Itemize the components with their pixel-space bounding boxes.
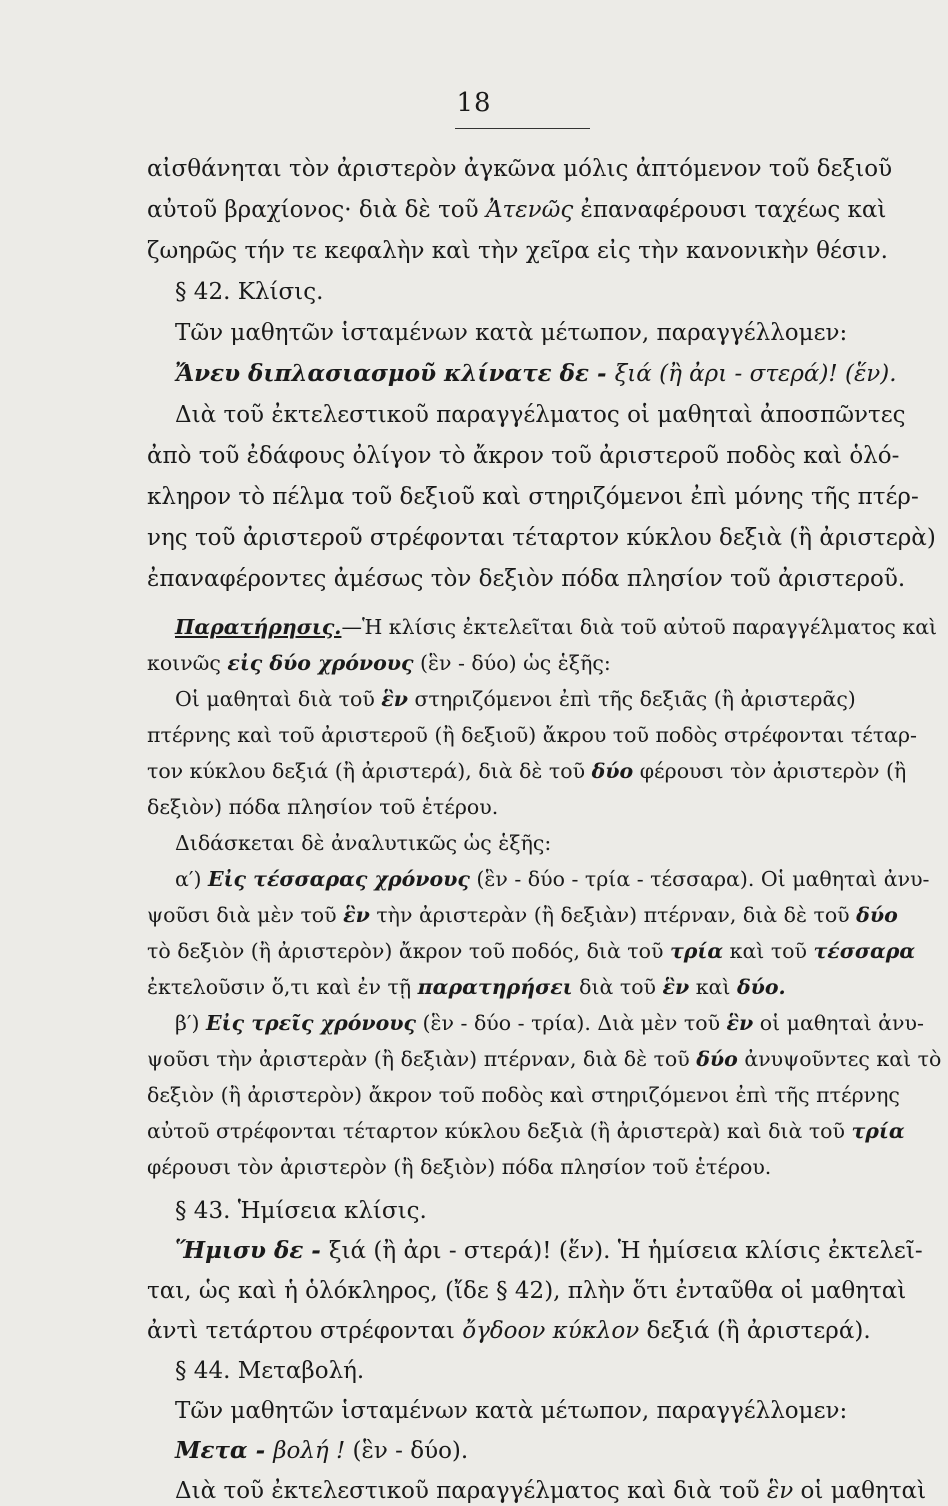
text-line: ζωηρῶς τήν τε κεφαλὴν καὶ τὴν χεῖρα εἰς τὴν κανονικὴν θέσιν. [147,238,888,264]
text-line: νης τοῦ ἀριστεροῦ στρέφονται τέταρτον κύκλου δεξιὰ (ἢ ἀριστερὰ) [147,525,936,551]
text-line: κληρον τὸ πέλμα τοῦ δεξιοῦ καὶ στηριζόμενοι ἐπὶ μόνης τῆς πτέρ- [147,484,919,510]
observation-line: Παρατήρησις.—Ἡ κλίσις ἐκτελεῖται διὰ τοῦ αὐτοῦ παραγγέλματος καὶ [175,615,938,639]
text-line: ται, ὡς καὶ ἡ ὁλόκληρος, (ἴδε § 42), πλὴν ὅτι ἐνταῦθα οἱ μαθηταὶ [147,1278,907,1304]
command-line: Ἄνευ διπλασιασμοῦ κλίνατε δε - ξιά (ἢ ἀρι - στερά)! (ἕν). [175,360,897,387]
text-line: φέρουσι τὸν ἀριστερὸν (ἢ δεξιὸν) πόδα πλησίον τοῦ ἑτέρου. [147,1155,772,1179]
command-line: Μετα - βολή ! (ἓν - δύο). [175,1437,469,1464]
text-line: Διὰ τοῦ ἐκτελεστικοῦ παραγγέλματος οἱ μαθηταὶ ἀποσπῶντες [175,402,906,428]
section-heading: § 43. Ἡμίσεια κλίσις. [175,1198,427,1224]
text-line: ἐκτελοῦσιν ὅ,τι καὶ ἐν τῇ παρατηρήσει διὰ τοῦ ἓν καὶ δύο. [147,975,786,999]
page-number-rule [455,128,590,129]
text-line: αἰσθάνηται τὸν ἀριστερὸν ἀγκῶνα μόλις ἀπτόμενον τοῦ δεξιοῦ [147,156,893,182]
text-line: Οἱ μαθηταὶ διὰ τοῦ ἓν στηριζόμενοι ἐπὶ τῆς δεξιᾶς (ἢ ἀριστερᾶς) [175,687,856,711]
text-line: Τῶν μαθητῶν ἱσταμένων κατὰ μέτωπον, παραγγέλλομεν: [175,1398,848,1424]
text-line: ψοῦσι διὰ μὲν τοῦ ἓν τὴν ἀριστερὰν (ἢ δεξιὰν) πτέρναν, διὰ δὲ τοῦ δύο [147,903,898,927]
text-line: πτέρνης καὶ τοῦ ἀριστεροῦ (ἢ δεξιοῦ) ἄκρου τοῦ ποδὸς στρέφονται τέταρ- [147,723,917,747]
text-line: β′) Εἰς τρεῖς χρόνους (ἓν - δύο - τρία). Διὰ μὲν τοῦ ἓν οἱ μαθηταὶ ἀνυ- [175,1011,924,1035]
text-line: ψοῦσι τὴν ἀριστερὰν (ἢ δεξιὰν) πτέρναν, διὰ δὲ τοῦ δύο ἀνυψοῦντες καὶ τὸ [147,1047,942,1071]
text-line: δεξιὸν) πόδα πλησίον τοῦ ἑτέρου. [147,795,499,819]
text-line: τον κύκλου δεξιά (ἢ ἀριστερά), διὰ δὲ τοῦ δύο φέρουσι τὸν ἀριστερὸν (ἢ [147,759,907,783]
section-heading: § 42. Κλίσις. [175,279,324,305]
page-number: 18 [456,88,492,118]
text-line: αὐτοῦ στρέφονται τέταρτον κύκλου δεξιὰ (ἢ ἀριστερὰ) καὶ διὰ τοῦ τρία [147,1119,905,1143]
text-line: ἐπαναφέροντες ἀμέσως τὸν δεξιὸν πόδα πλησίον τοῦ ἀριστεροῦ. [147,566,906,592]
text-line: αὐτοῦ βραχίονος· διὰ δὲ τοῦ Ἀτενῶς ἐπαναφέρουσι ταχέως καὶ [147,197,887,223]
text-line: Τῶν μαθητῶν ἱσταμένων κατὰ μέτωπον, παραγγέλλομεν: [175,320,848,346]
section-heading: § 44. Μεταβολή. [175,1358,365,1384]
text-line: κοινῶς εἰς δύο χρόνους (ἓν - δύο) ὡς ἑξῆς: [147,651,611,675]
text-line: Διὰ τοῦ ἐκτελεστικοῦ παραγγέλματος καὶ διὰ τοῦ ἓν οἱ μαθηταὶ [175,1478,927,1504]
text-line: τὸ δεξιὸν (ἢ ἀριστερὸν) ἄκρον τοῦ ποδός, διὰ τοῦ τρία καὶ τοῦ τέσσαρα [147,939,916,963]
text-line: δεξιὸν (ἢ ἀριστερὸν) ἄκρον τοῦ ποδὸς καὶ στηριζόμενοι ἐπὶ τῆς πτέρνης [147,1083,900,1107]
command-line: Ἥμισυ δε - ξιά (ἢ ἀρι - στερά)! (ἕν). Ἡ ἡμίσεια κλίσις ἐκτελεῖ- [175,1237,923,1264]
text-line: Διδάσκεται δὲ ἀναλυτικῶς ὡς ἑξῆς: [175,831,552,855]
text-line: ἀπὸ τοῦ ἐδάφους ὀλίγον τὸ ἄκρον τοῦ ἀριστεροῦ ποδὸς καὶ ὁλό- [147,443,900,469]
text-line: α′) Εἰς τέσσαρας χρόνους (ἓν - δύο - τρία - τέσσαρα). Οἱ μαθηταὶ ἀνυ- [175,867,930,891]
text-line: ἀντὶ τετάρτου στρέφονται ὄγδοον κύκλον δεξιά (ἢ ἀριστερά). [147,1318,871,1344]
